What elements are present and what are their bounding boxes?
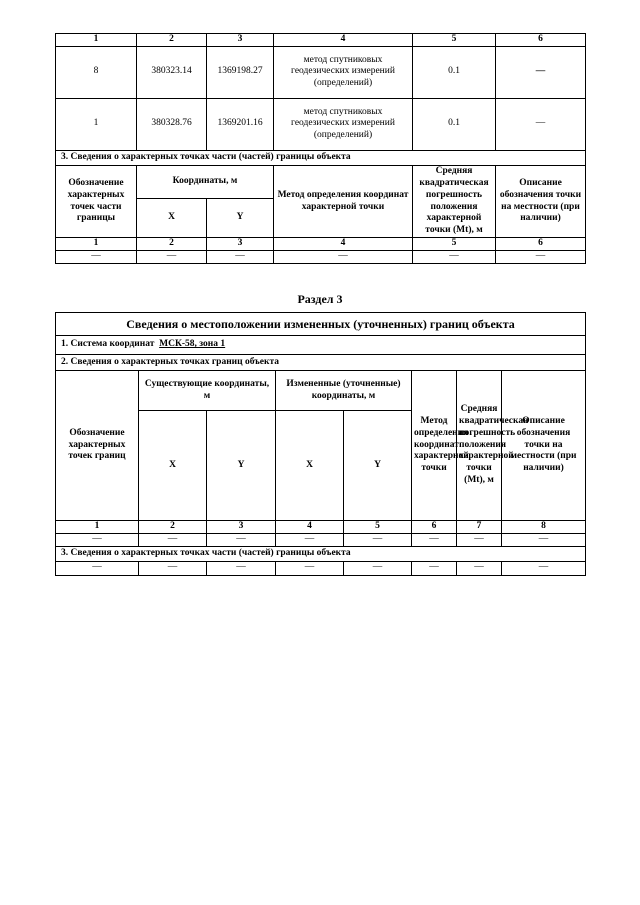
section-heading-row (56, 150, 586, 165)
section2-title: 2. Сведения о характерных точках границ объекта (56, 355, 586, 371)
col-number: 1 (56, 34, 137, 47)
empty-cell: — (496, 251, 586, 264)
point-id: 8 (56, 46, 137, 98)
table-row (56, 46, 586, 98)
empty-cell: — (502, 561, 586, 575)
col-number: 4 (276, 521, 344, 534)
empty-cell: — (137, 251, 207, 264)
col-header-accuracy: Средняя квадратическая погрешность положения характерной точки (Mt), м (413, 165, 496, 237)
coord-system-row (56, 336, 586, 355)
column-numbers-row (56, 521, 586, 534)
col-number: 2 (137, 238, 207, 251)
empty-cell: — (56, 251, 137, 264)
col-header-y: Y (344, 411, 412, 521)
header-row (56, 371, 586, 411)
table-row (56, 98, 586, 150)
col-header-changed: Измененные (уточненные) координаты, м (276, 371, 412, 411)
empty-cell: — (139, 561, 207, 575)
col-header-x: X (137, 198, 207, 238)
col-header-description: Описание обозначения точки на местности (при наличии) (496, 165, 586, 237)
empty-cell: — (502, 534, 586, 547)
table-row (56, 534, 586, 547)
col-header-coords: Координаты, м (137, 165, 274, 198)
col-header-accuracy: Средняя квадратическая погрешность положения характерной точки (Mt), м (457, 371, 502, 521)
col-number: 6 (496, 238, 586, 251)
col-header-x: X (139, 411, 207, 521)
main-title: Сведения о местоположении измененных (уточненных) границ объекта (56, 313, 586, 336)
method: метод спутниковых геодезических измерений (определений) (274, 98, 413, 150)
method: метод спутниковых геодезических измерений (определений) (274, 46, 413, 98)
main-title-row (56, 313, 586, 336)
col-number: 4 (274, 238, 413, 251)
empty-cell: — (457, 561, 502, 575)
col-number: 5 (413, 34, 496, 47)
col-number: 3 (207, 238, 274, 251)
coord-system-value: МСК-58, зона 1 (159, 339, 226, 350)
empty-cell: — (457, 534, 502, 547)
col-number: 8 (502, 521, 586, 534)
col-header-point: Обозначение характерных точек границ (56, 371, 139, 521)
empty-cell: — (344, 561, 412, 575)
col-header-x: X (276, 411, 344, 521)
description: — (496, 46, 586, 98)
empty-cell: — (56, 534, 139, 547)
empty-cell: — (412, 534, 457, 547)
col-header-description: Описание обозначения точки на местности (при наличии) (502, 371, 586, 521)
section-heading-row (56, 355, 586, 371)
empty-cell: — (413, 251, 496, 264)
col-number: 6 (496, 34, 586, 47)
empty-cell: — (344, 534, 412, 547)
col-number: 1 (56, 238, 137, 251)
accuracy: 0.1 (413, 46, 496, 98)
points-table-continued (55, 33, 586, 264)
col-number: 3 (207, 521, 276, 534)
col-number: 7 (457, 521, 502, 534)
col-header-point: Обозначение характерных точек части границы (56, 165, 137, 237)
col-number: 1 (56, 521, 139, 534)
coord-y: 1369201.16 (207, 98, 274, 150)
col-header-y: Y (207, 198, 274, 238)
empty-cell: — (207, 251, 274, 264)
col-number: 2 (139, 521, 207, 534)
coord-x: 380328.76 (137, 98, 207, 150)
table-row (56, 561, 586, 575)
section-heading-row (56, 546, 586, 561)
col-header-y: Y (207, 411, 276, 521)
empty-cell: — (139, 534, 207, 547)
empty-cell: — (56, 561, 139, 575)
header-numbers-row (56, 34, 586, 47)
empty-cell: — (276, 534, 344, 547)
description: — (496, 98, 586, 150)
coord-system (56, 336, 586, 355)
col-number: 4 (274, 34, 413, 47)
coord-x: 380323.14 (137, 46, 207, 98)
empty-cell: — (412, 561, 457, 575)
section-title: Раздел 3 (297, 292, 343, 306)
col-header-method: Метод определения координат характерной точки (412, 371, 457, 521)
section3-title: 3. Сведения о характерных точках части (частей) границы объекта (56, 546, 586, 561)
empty-cell: — (207, 561, 276, 575)
col-number: 5 (413, 238, 496, 251)
col-header-method: Метод определения координат характерной точки (274, 165, 413, 237)
col-number: 6 (412, 521, 457, 534)
coord-system-label: 1. Система координат (61, 339, 155, 350)
col-number: 5 (344, 521, 412, 534)
empty-cell: — (274, 251, 413, 264)
header-row (56, 165, 586, 198)
empty-cell: — (276, 561, 344, 575)
table-row (56, 251, 586, 264)
accuracy: 0.1 (413, 98, 496, 150)
col-header-existing: Существующие координаты, м (139, 371, 276, 411)
point-id: 1 (56, 98, 137, 150)
col-number: 3 (207, 34, 274, 47)
changed-boundaries-table (55, 312, 586, 576)
empty-cell: — (207, 534, 276, 547)
coord-y: 1369198.27 (207, 46, 274, 98)
col-number: 2 (137, 34, 207, 47)
section3-title: 3. Сведения о характерных точках части (частей) границы объекта (56, 150, 586, 165)
column-numbers-row (56, 238, 586, 251)
